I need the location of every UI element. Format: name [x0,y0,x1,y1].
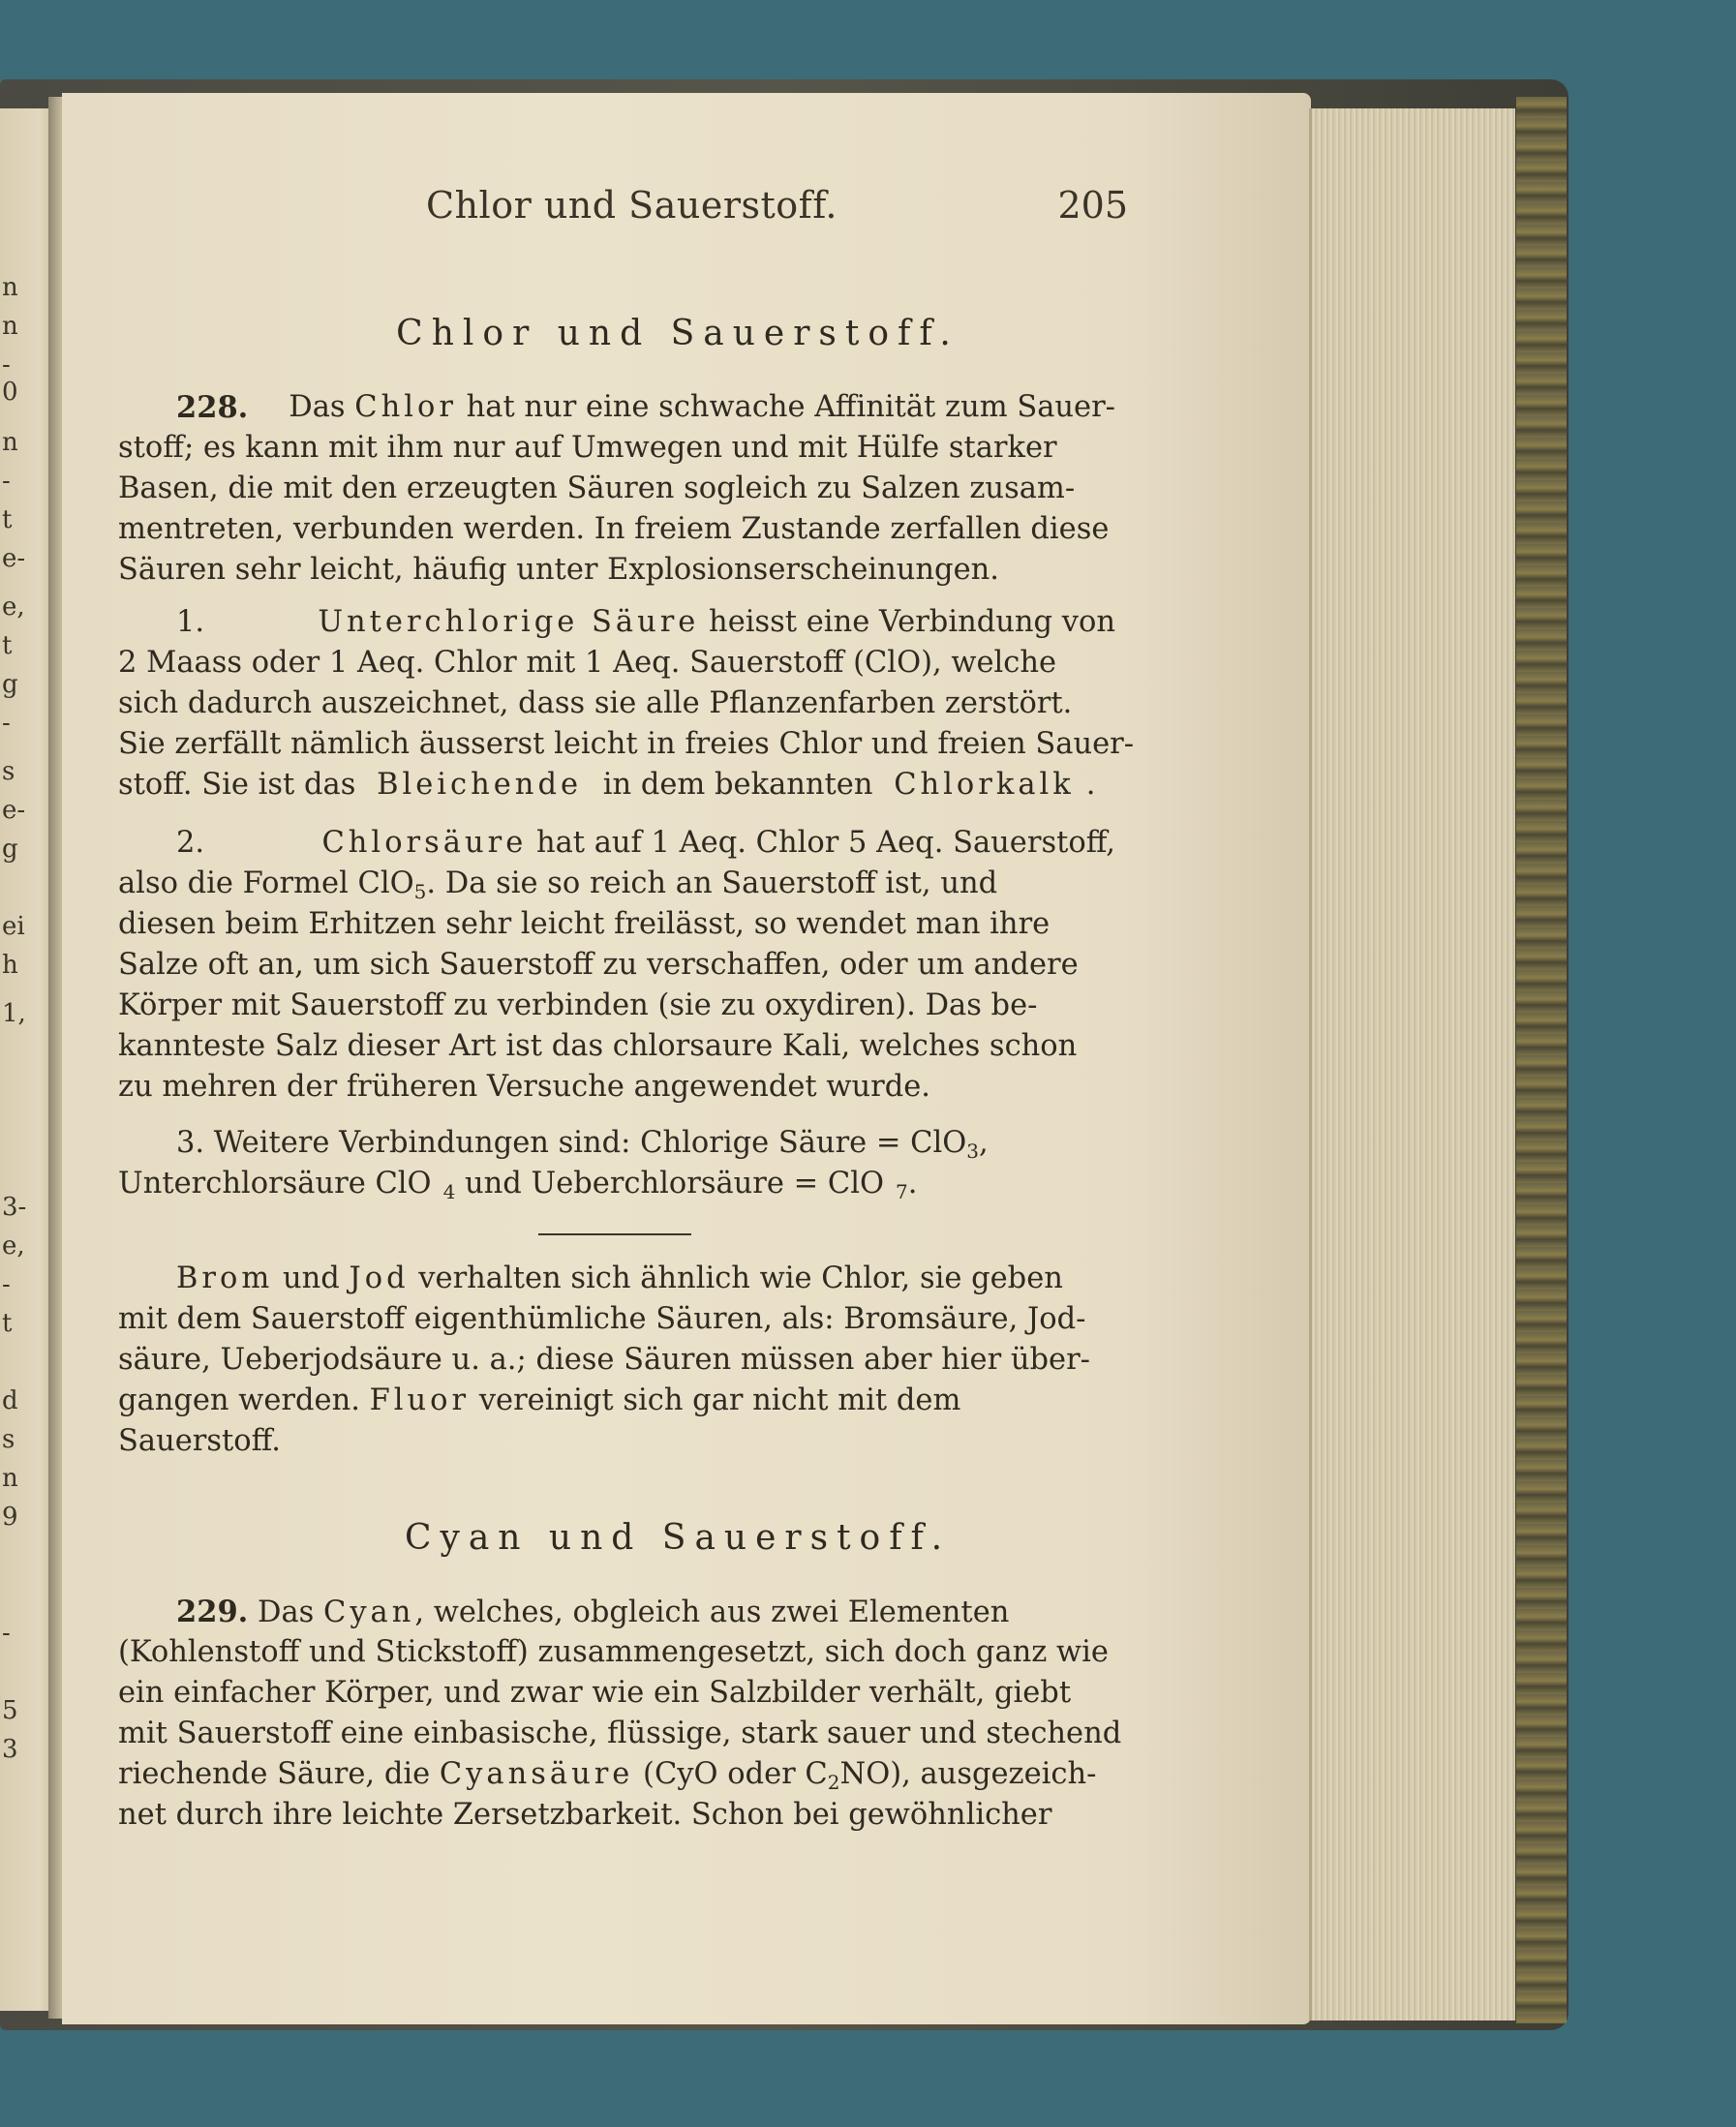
left-page-fragment: s [2,757,15,786]
text-line: kannteste Salz dieser Art ist das chlorsaure Kali, welches schon [118,1029,1078,1063]
left-page-fragment: - [2,1619,11,1648]
left-page-fragment: - [2,467,11,496]
item-number: 1. [176,605,205,639]
text-line: Sauerstoff. [118,1424,281,1458]
paragraph-number: 228. [176,390,249,425]
text-line: net durch ihre leichte Zersetzbarkeit. Schon bei gewöhnlicher [118,1798,1052,1832]
text: hat auf 1 Aeq. Chlor 5 Aeq. Sauerstoff, [527,826,1115,860]
left-page-fragment: 3 [2,1735,18,1764]
item-2 [118,823,1115,1108]
left-page-fragment: ei [2,912,25,941]
left-page-fragment: 0 [2,378,18,407]
left-page-fragment: n [2,428,18,457]
text-line [118,1164,1115,1204]
left-page-fragment: e, [2,1231,25,1261]
text: (CyO oder C [633,1757,828,1791]
page-number: 205 [1057,184,1128,227]
left-page-fragment: n [2,312,18,341]
item-number: 2. [176,826,205,860]
left-page-fragment: s [2,1425,15,1454]
section-divider [538,1233,691,1235]
subscript: 2 [827,1771,840,1794]
left-page-fragment: 5 [2,1696,18,1725]
emphasis-text: Chlorsäure [321,826,528,860]
text: und [273,1261,350,1295]
text-line: mentreten, verbunden werden. In freiem Zustande zerfallen diese [118,512,1110,546]
left-page-fragment: g [2,670,18,699]
text-line [118,387,1115,428]
left-page-fragment: 3- [2,1193,27,1222]
text: gangen werden. [118,1383,370,1417]
emphasis-text: Chlor [354,390,457,424]
left-page-fragment: 1, [2,999,26,1028]
text-line: diesen beim Erhitzen sehr leicht freilässt, so wendet man ihre [118,907,1051,941]
running-head [426,184,1128,232]
text-line [118,864,1115,904]
text: in dem bekannten [594,768,883,802]
text-line: zu mehren der früheren Versuche angewendet wurde. [118,1070,930,1104]
text-line [118,1123,1115,1164]
left-page-fragment: n [2,1464,18,1493]
text: riechende Säure, die [118,1757,440,1791]
text-line: mit dem Sauerstoff eigenthümliche Säuren, als: Bromsäure, Jod- [118,1302,1086,1336]
left-page-fragment: t [2,1309,13,1338]
text: verhalten sich ähnlich wie Chlor, sie geben [409,1261,1063,1295]
emphasis-text: Unterchlorige Säure [318,605,700,639]
text-line: Sie zerfällt nämlich äusserst leicht in freies Chlor und freien Sauer- [118,727,1135,761]
left-page-fragment: t [2,631,13,660]
text-line [118,1754,1115,1795]
text-line [118,765,1115,805]
left-page-fragment: n [2,273,18,302]
text-line: Körper mit Sauerstoff zu verbinden (sie zu oxydiren). Das be- [118,988,1038,1022]
text: Unterchlorsäure ClO [118,1167,432,1200]
left-page-fragment: - [2,709,11,738]
text-line: ein einfacher Körper, und zwar wie ein Salzbilder verhält, giebt [118,1676,1072,1710]
paragraph-228 [118,387,1115,591]
emphasis-text: Brom [176,1261,274,1295]
text: NO), ausgezeich- [839,1757,1097,1791]
subscript: 3 [966,1139,979,1163]
emphasis-text: Bleichende [377,768,583,802]
text-line [118,1259,1115,1299]
text: Das [289,390,355,424]
text: und Ueberchlorsäure = ClO [455,1167,884,1200]
text-line [118,823,1115,864]
left-page-fragment: 9 [2,1503,18,1532]
left-page-fragment: d [2,1386,18,1415]
text: . Da sie so reich an Sauerstoff ist, und [426,866,998,900]
text-line: stoff; es kann mit ihm nur auf Umwegen und mit Hülfe starker [118,431,1057,465]
text-line: 2 Maass oder 1 Aeq. Chlor mit 1 Aeq. Sauerstoff (ClO), welche [118,646,1057,680]
item-number: 3. [176,1126,205,1160]
text-line [118,602,1115,643]
text-line: Salze oft an, um sich Sauerstoff zu verschaffen, oder um andere [118,948,1079,982]
left-page-fragment: g [2,835,18,864]
text-line: mit Sauerstoff eine einbasische, flüssige, stark sauer und stechend [118,1717,1122,1750]
left-page-fragment: h [2,951,18,980]
left-page-fragment: t [2,505,13,534]
text: vereinigt sich gar nicht mit dem [470,1383,961,1417]
emphasis-text: Fluor [369,1383,471,1417]
text: hat nur eine schwache Affinität zum Sauer- [456,390,1115,424]
section-heading: Chlor und Sauerstoff. [396,314,959,353]
book-spine-edge [1516,97,1567,2023]
emphasis-text: Cyansäure [439,1757,634,1791]
item-1 [118,602,1135,805]
subscript: 4 [442,1180,456,1203]
text-line [118,1381,1115,1421]
paragraph-brom-jod [118,1259,1115,1462]
text-line: (Kohlenstoff und Stickstoff) zusammengesetzt, sich doch ganz wie [118,1635,1109,1669]
subscript: 5 [413,880,427,903]
emphasis-text: Chlorkalk [894,768,1075,802]
left-page-fragment: e- [2,544,26,573]
page-edges [1309,108,1515,2021]
text: also die Formel ClO [118,866,414,900]
text-line: Säuren sehr leicht, häufig unter Explosionserscheinungen. [118,553,999,587]
text: . [907,1167,918,1200]
text: , welches, obgleich aus zwei Elementen [414,1595,1010,1629]
text-line: säure, Ueberjodsäure u. a.; diese Säuren müssen aber hier über- [118,1343,1090,1377]
text: , [978,1126,989,1160]
left-page-fragment: e, [2,593,25,622]
paragraph-229 [118,1592,1122,1836]
text: heisst eine Verbindung von [699,605,1115,639]
left-page-fragment: - [2,1270,11,1299]
emphasis-text: Cyan [322,1595,415,1629]
item-3 [118,1123,1115,1204]
left-page-fragment: - [2,350,11,380]
text-line: Basen, die mit den erzeugten Säuren sogleich zu Salzen zusam- [118,471,1076,505]
section-heading: Cyan und Sauerstoff. [404,1518,952,1558]
text-line: sich dadurch auszeichnet, dass sie alle Pflanzenfarben zerstört. [118,686,1073,720]
left-page-fragment: e- [2,796,26,825]
text-line [118,1592,1115,1632]
text: stoff. Sie ist das [118,768,366,802]
running-head-title: Chlor und Sauerstoff. [426,184,838,227]
emphasis-text: Jod [349,1261,410,1295]
subscript: 7 [895,1180,908,1203]
text: . [1085,768,1096,802]
text: Weitere Verbindungen sind: Chlorige Säure = ClO [204,1126,967,1160]
paragraph-number: 229. [176,1595,249,1629]
text: Das [248,1595,323,1629]
